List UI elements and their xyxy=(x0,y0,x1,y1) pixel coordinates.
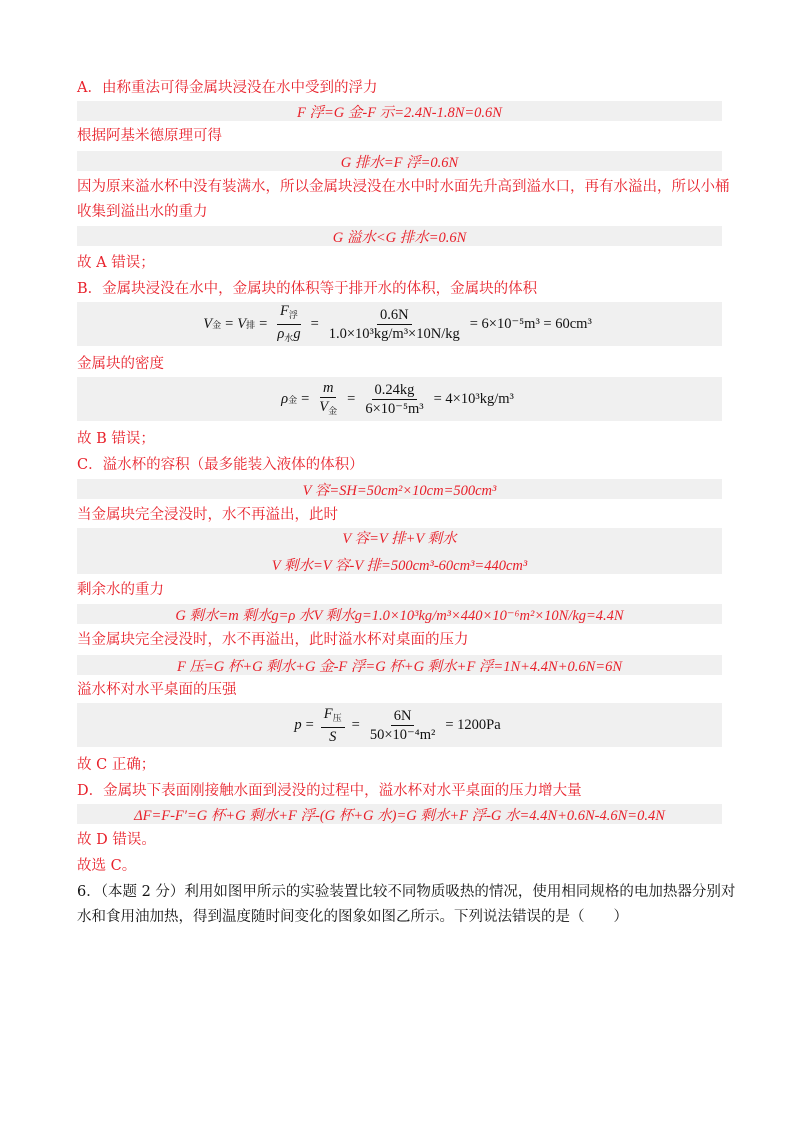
option-c-text-pressure-force: 当金属块完全浸没时，水不再溢出，此时溢水杯对桌面的压力 xyxy=(77,632,469,648)
option-c-pressure-equation: p = $\frac{F_压}{S}$ = $\frac{6N}{\text{50×10⁻⁴m²}}$ = 1200Pa xyxy=(77,703,722,747)
option-d-intro: D．金属块下表面刚接触水面到浸没的过程中，溢水杯对水平桌面的压力增大量 xyxy=(77,783,582,799)
option-b-intro: B．金属块浸没在水中，金属块的体积等于排开水的体积，金属块的体积 xyxy=(77,281,538,297)
option-a-text-reason-1: 因为原来溢水杯中没有装满水，所以金属块浸没在水中时水面先升高到溢水口，再有水溢出，所以小桶 xyxy=(77,179,730,195)
option-d-conclusion: 故 D 错误。 xyxy=(77,832,156,848)
question-6-line-1: 6．（本题 2 分）利用如图甲所示的实验装置比较不同物质吸热的情况，使用相同规格的电加热器分别对 xyxy=(77,884,736,900)
option-b-density-equation: ρ 金 = $\frac{m}{V_金}$ = $\frac{0.24kg}{\text{6×10⁻⁵m³}}$ = 4×10³kg/m³ xyxy=(77,377,722,421)
option-a-intro: A．由称重法可得金属块浸没在水中受到的浮力 xyxy=(77,80,378,96)
option-c-equation-capacity: V 容=SH=50cm²×10cm=500cm³ xyxy=(77,479,722,499)
option-c-intro: C．溢水杯的容积（最多能装入液体的体积） xyxy=(77,457,364,473)
option-c-equation-remaining-volume: V 容=V 排+V 剩水 V 剩水=V 容-V 排=500cm³-60cm³=440cm³ xyxy=(77,528,722,574)
question-6-line-2: 水和食用油加热，得到温度随时间变化的图象如图乙所示。下列说法错误的是（ ） xyxy=(77,909,628,925)
option-c-equation-pressure-force: F 压=G 杯+G 剩水+G 金-F 浮=G 杯+G 剩水+F 浮=1N+4.4N+0.6N=6N xyxy=(77,655,722,675)
option-b-conclusion: 故 B 错误； xyxy=(77,431,155,447)
option-a-text-reason-2: 收集到溢出水的重力 xyxy=(77,204,208,220)
option-c-conclusion: 故 C 正确； xyxy=(77,757,156,773)
option-a-equation-displaced: G 排水=F 浮=0.6N xyxy=(77,151,722,171)
option-a-conclusion: 故 A 错误； xyxy=(77,255,155,271)
option-a-text-archimedes: 根据阿基米德原理可得 xyxy=(77,128,222,144)
option-d-equation-force-change: ΔF=F-F′=G 杯+G 剩水+F 浮-(G 杯+G 水)=G 剩水+F 浮-G 水=4.4N+0.6N-4.6N=0.4N xyxy=(77,804,722,824)
option-c-text-pressure: 溢水杯对水平桌面的压强 xyxy=(77,682,237,698)
option-c-equation-remaining-weight: G 剩水=m 剩水g=ρ 水V 剩水g=1.0×10³kg/m³×440×10⁻⁶m²×10N/kg=4.4N xyxy=(77,604,722,624)
option-a-equation-buoyancy: F 浮=G 金-F 示=2.4N-1.8N=0.6N xyxy=(77,101,722,121)
option-c-text-remaining-weight: 剩余水的重力 xyxy=(77,582,164,598)
answer-choice: 故选 C。 xyxy=(77,858,137,874)
option-b-text-density: 金属块的密度 xyxy=(77,356,164,372)
option-c-text-submerged: 当金属块完全浸没时，水不再溢出，此时 xyxy=(77,507,338,523)
option-a-equation-overflow: G 溢水<G 排水=0.6N xyxy=(77,226,722,246)
option-b-volume-equation: V 金 = V 排 = $\frac{F_浮}{\rho_水g}$ = $\frac{0.6N}{\text{1.0×10³kg/m³×10N/kg}}$ = 6×10⁻⁵m³ = 60cm³ xyxy=(77,302,722,346)
